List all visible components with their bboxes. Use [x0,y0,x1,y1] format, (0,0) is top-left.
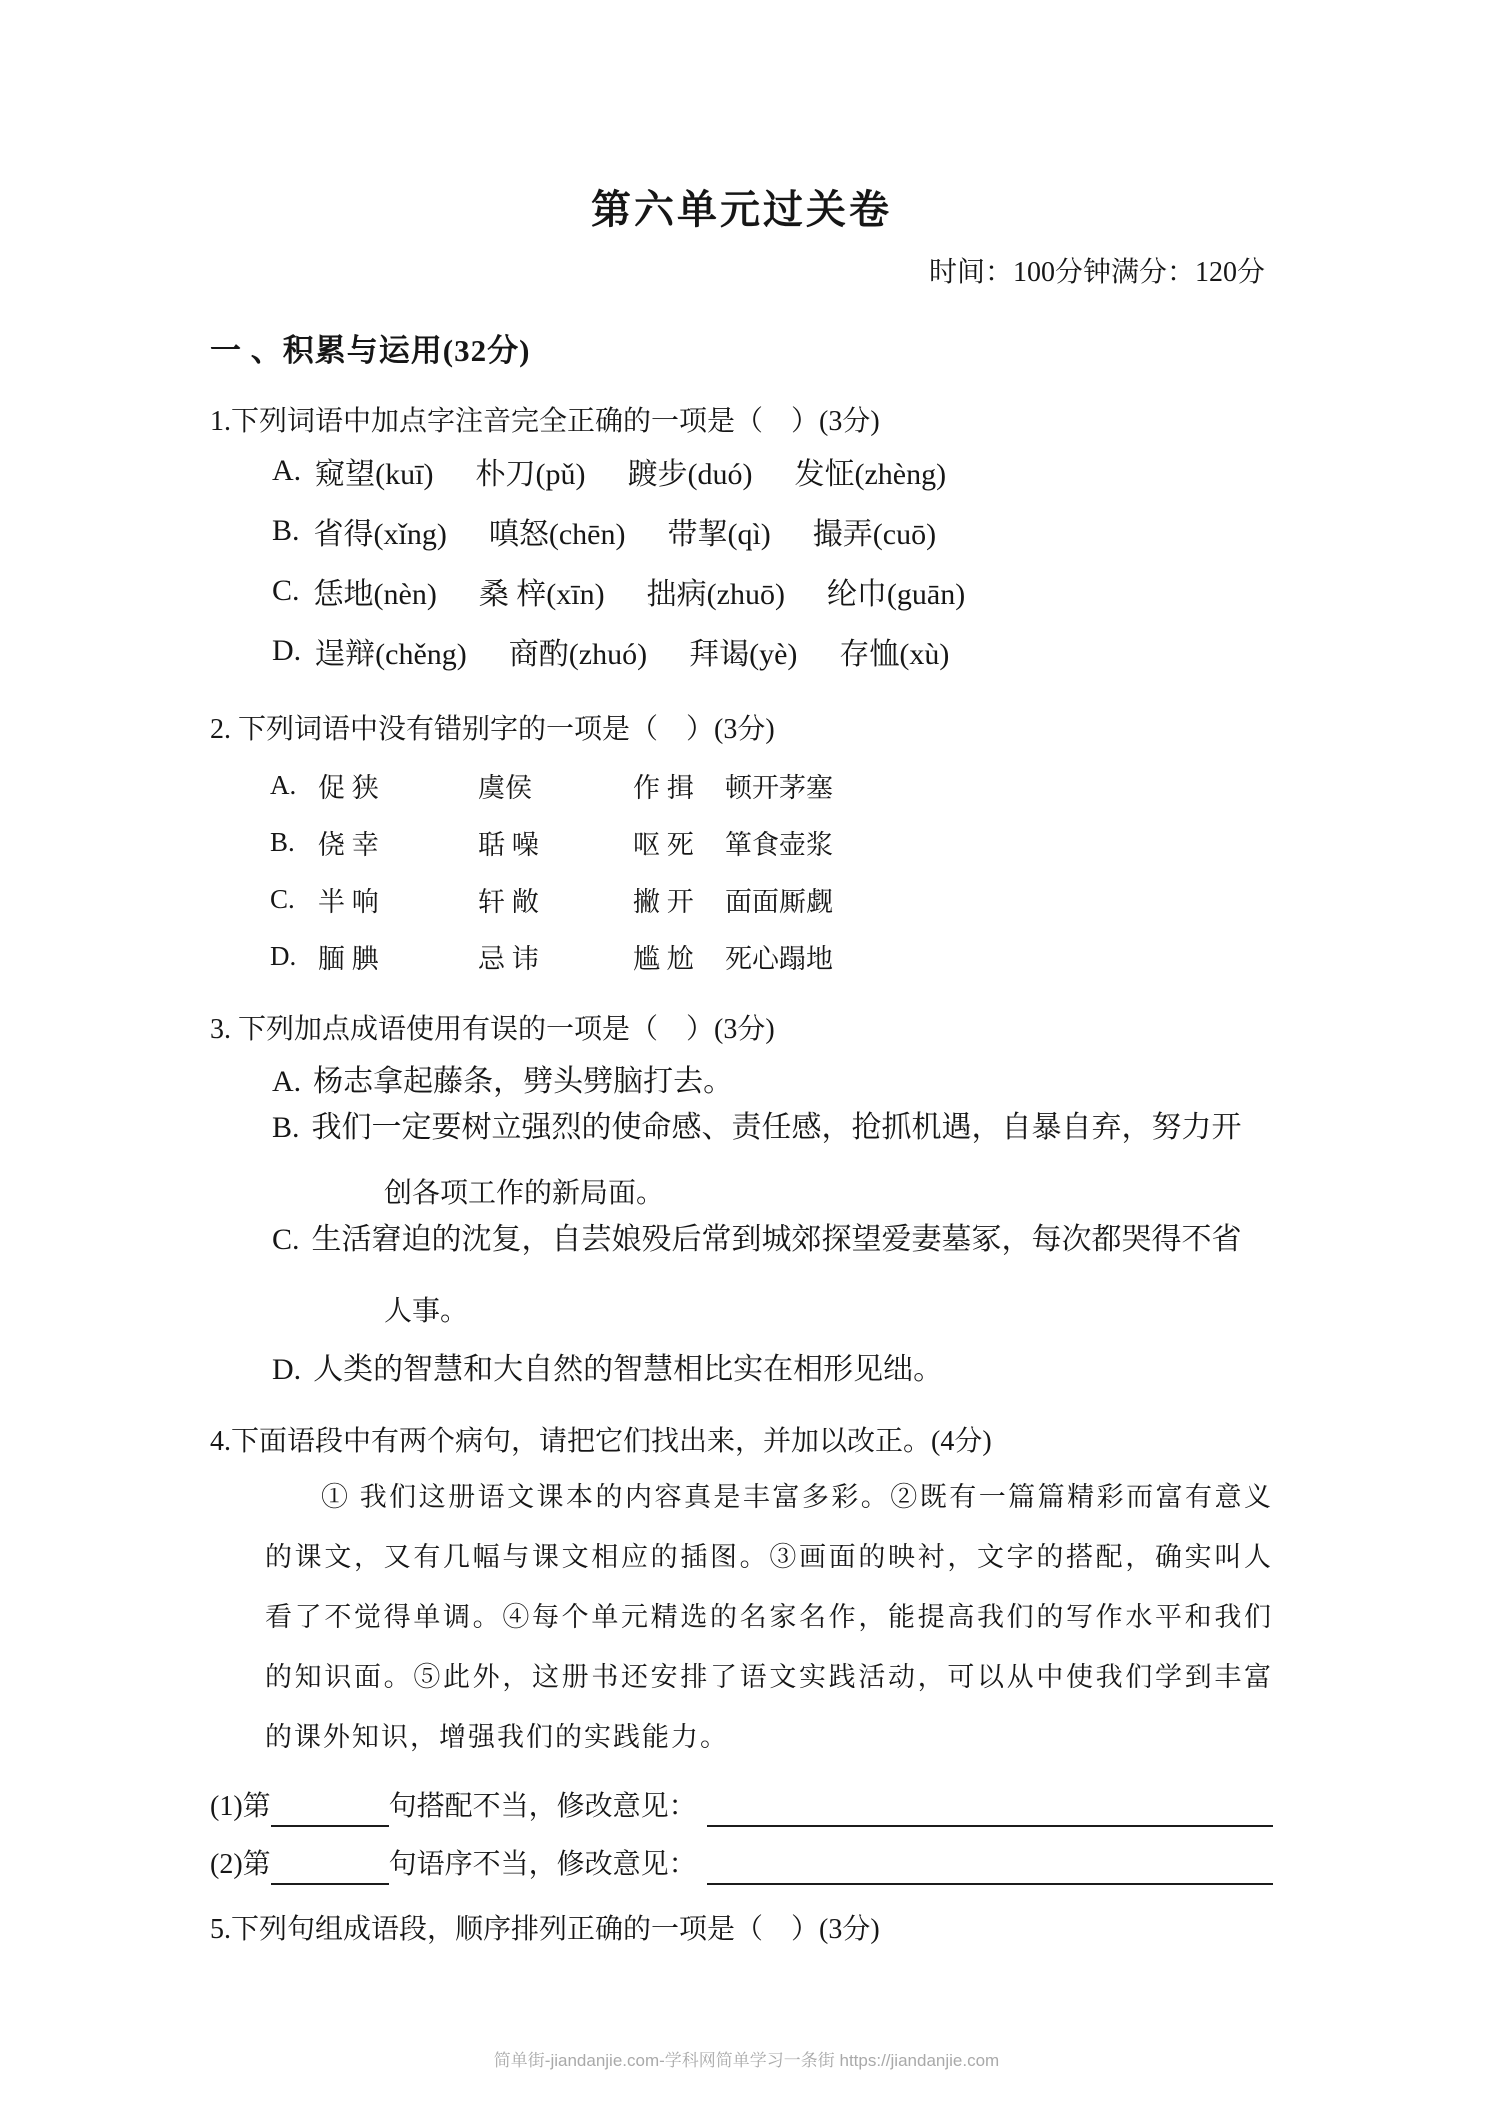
page-footer: 简单街-jiandanjie.com-学科网简单学习一条街 https://jiandanjie.com [493,2051,1000,2070]
option-label: D. [270,941,297,971]
q2-word-cell: 死心蹋地 [725,944,833,974]
q2-word-cell: 面面厮觑 [725,887,833,917]
q3-option-text: 杨志拿起藤条，劈头劈脑打去。 [313,1065,734,1098]
option-word: 桑 梓(xīn) [478,578,605,611]
option-word: 窥望(kuī) [315,458,434,491]
q1-option-b [272,501,1273,561]
blank-underline [271,1797,389,1827]
q3-option-d [272,1347,1273,1393]
q3-option-text: 生活窘迫的沈复，自芸娘殁后常到城郊探望爱妻墓冢，每次都哭得不省 [311,1223,1242,1256]
q2-word-cell: 忌 讳 [478,944,539,974]
option-word: 带挈(qì) [667,518,771,551]
option-label: C. [272,574,300,607]
q4-blank1-prefix: (1)第 [210,1791,271,1822]
option-label: B. [272,514,300,547]
q2-word-cell: 腼 腆 [318,944,379,974]
option-label: A. [272,454,302,487]
q2-option-d [270,928,1273,985]
q3-option-b-continuation: 创各项工作的新局面。 [384,1178,665,1209]
option-word: 省得(xǐng) [313,518,447,551]
q2-word-cell: 箪食壶浆 [725,830,833,860]
answer-underline [707,1855,1273,1885]
q4-paragraph: ① 我们这册语文课本的内容真是丰富多彩。②既有一篇篇精彩而富有意义的课文，又有几幅与课文相应的插图。③画面的映衬，文字的搭配，确实叫人看了不觉得单调。④每个单元精选的名家名作，能提高我们的写作水平和我们的知识面。⑤此外，这册书还安排了语文实践活动，可以从中使我们学到丰富的课外知识，增强我们的实践能力。 [265,1482,1273,1752]
q2-word-cell: 侥 幸 [318,830,379,860]
q2-stem: 2. 下列词语中没有错别字的一项是（ ）(3分) [210,714,775,745]
q4-blank2-label: 句语序不当，修改意见： [388,1849,697,1880]
q4-blank-row-2 [210,1845,1273,1885]
blank-underline [271,1855,389,1885]
q5-stem: 5.下列句组成语段，顺序排列正确的一项是（ ）(3分) [210,1914,880,1945]
option-label: D. [272,634,302,667]
q3-option-b [272,1105,1273,1151]
option-label: A. [272,1065,302,1098]
q2-word-cell: 作 揖 [633,773,694,803]
q2-word-cell: 顿开茅塞 [725,773,833,803]
option-label: D. [272,1353,302,1386]
option-word: 存恤(xù) [839,638,950,671]
q3-options [210,1059,1273,1393]
q1-option-a [272,441,1273,501]
q2-word-cell: 呕 死 [633,830,694,860]
option-label: C. [272,1223,300,1256]
option-word: 嗔怒(chēn) [488,518,626,551]
q4-stem: 4.下面语段中有两个病句，请把它们找出来，并加以改正。(4分) [210,1426,992,1457]
q2-option-c [270,871,1273,928]
option-word: 踱步(duó) [627,458,753,491]
q3-option-c-continuation: 人事。 [384,1296,469,1327]
q4-blank-row-1 [210,1787,1273,1827]
option-word: 纶巾(guān) [826,578,966,611]
q2-word-cell: 虞侯 [478,773,532,803]
option-word: 商酌(zhuó) [508,638,648,671]
q3-option-a [272,1059,1273,1105]
q1-stem: 1.下列词语中加点字注音完全正确的一项是（ ）(3分) [210,406,880,437]
q2-word-cell: 轩 敞 [478,887,539,917]
q2-word-cell: 撇 开 [633,887,694,917]
option-label: B. [270,827,295,857]
option-label: A. [270,770,297,800]
option-word: 朴刀(pǔ) [475,458,586,491]
q3-option-c [272,1217,1273,1263]
option-word: 拙病(zhuō) [646,578,785,611]
q2-option-a [270,757,1273,814]
option-label: C. [270,884,295,914]
q3-option-text: 我们一定要树立强烈的使命感、责任感，抢抓机遇，自暴自弃，努力开 [311,1111,1242,1144]
q1-option-c [272,561,1273,621]
answer-underline [707,1797,1273,1827]
paper-content [0,178,1493,1949]
q3-stem: 3. 下列加点成语使用有误的一项是（ ）(3分) [210,1014,775,1045]
q1-option-d [272,621,1273,681]
section-heading: 一 、积累与运用(32分) [210,333,531,368]
option-word: 撮弄(cuō) [812,518,937,551]
q4-blank1-label: 句搭配不当，修改意见： [388,1791,697,1822]
option-word: 拜谒(yè) [689,638,798,671]
q2-options [210,757,1273,985]
q4-blank2-prefix: (2)第 [210,1849,271,1880]
q2-word-cell: 聒 噪 [478,830,539,860]
option-word: 逞辩(chěng) [315,638,467,671]
q1-options [210,441,1273,681]
option-label: B. [272,1111,300,1144]
q2-word-cell: 尴 尬 [633,944,694,974]
page-title: 第六单元过关卷 [591,187,892,232]
q2-option-b [270,814,1273,871]
q2-word-cell: 半 响 [318,887,379,917]
exam-meta: 时间：100分钟满分：120分 [928,257,1265,288]
q2-word-cell: 促 狭 [318,773,379,803]
option-word: 恁地(nèn) [313,578,437,611]
option-word: 发怔(zhèng) [794,458,947,491]
q3-option-text: 人类的智慧和大自然的智慧相比实在相形见绌。 [313,1353,944,1386]
